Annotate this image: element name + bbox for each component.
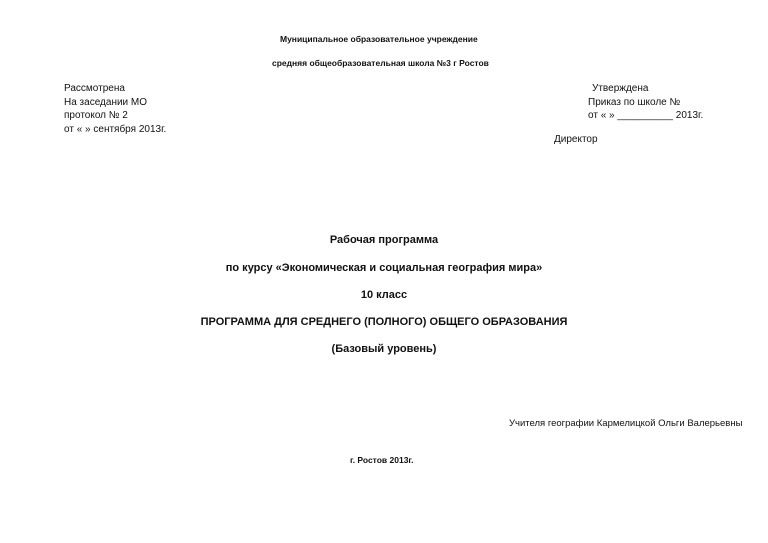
meeting-label: На заседании МО: [64, 97, 148, 108]
program-level-title: ПРОГРАММА ДЛЯ СРЕДНЕГО (ПОЛНОГО) ОБЩЕГО ОБРАЗОВАНИЯ: [200, 316, 568, 328]
school-type-line: Муниципальное образовательное учреждение: [280, 34, 478, 44]
grade-label: 10 класс: [360, 289, 408, 301]
approved-date: от « » __________ 2013г.: [588, 110, 704, 121]
order-label: Приказ по школе №: [588, 97, 681, 108]
city-year-footer: г. Ростов 2013г.: [350, 455, 414, 465]
reviewed-label: Рассмотрена: [64, 83, 125, 94]
protocol-label: протокол № 2: [64, 110, 128, 121]
base-level-label: (Базовый уровень): [331, 343, 437, 355]
approved-label: Утверждена: [592, 83, 649, 94]
course-name: по курсу «Экономическая и социальная география мира»: [225, 262, 543, 274]
director-label: Директор: [554, 134, 598, 145]
program-title: Рабочая программа: [329, 234, 439, 246]
reviewed-date: от « » сентября 2013г.: [64, 124, 167, 135]
teacher-signature-line: Учителя географии Кармелицкой Ольги Валерьевны: [509, 418, 743, 429]
school-name-line: средняя общеобразовательная школа №3 г Ростов: [272, 58, 489, 68]
